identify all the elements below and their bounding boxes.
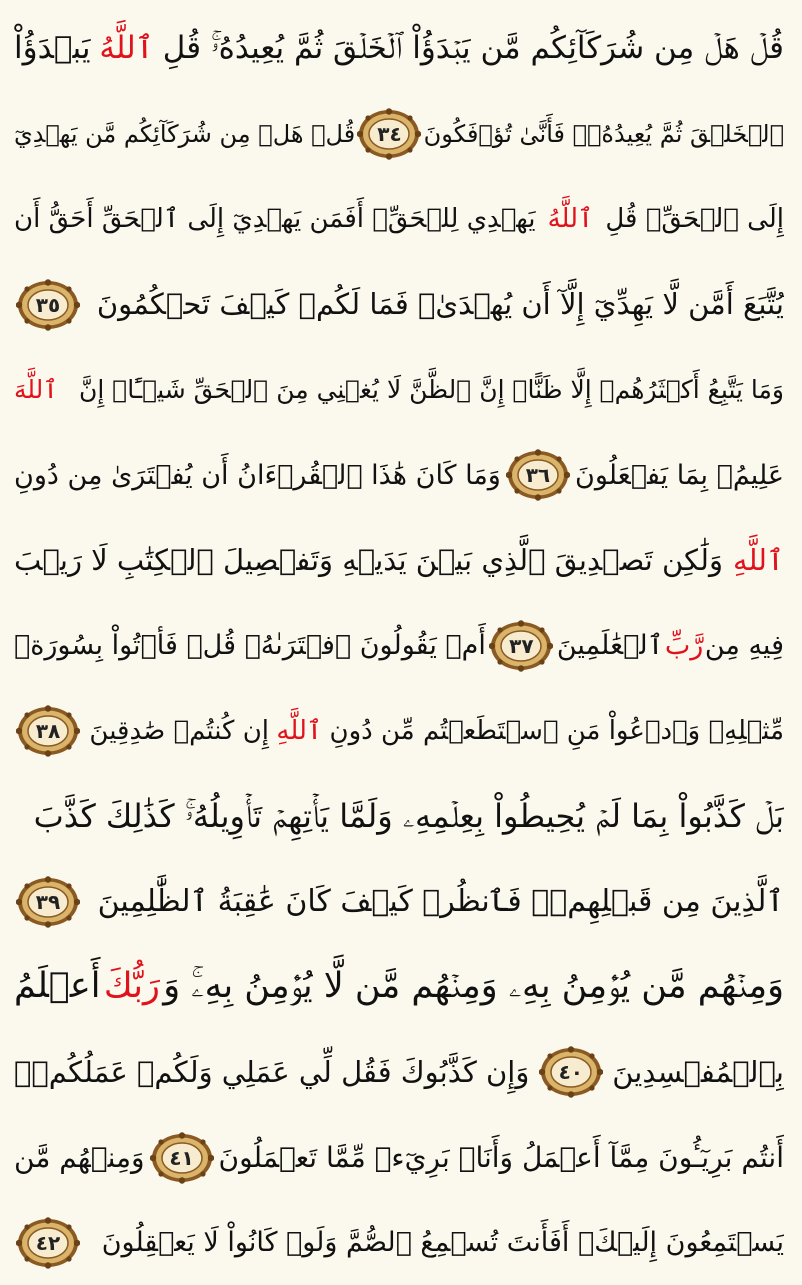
ayah-number-marker (489, 620, 553, 672)
verse-line (14, 603, 784, 688)
verse-text: مِّثۡلِهِۦ وَٱدۡعُواْ مَنِ ٱسۡتَطَعۡتُم مِّن دُونِ (329, 716, 784, 747)
verse-text: وَمَا كَانَ هَٰذَا ٱلۡقُرۡءَانُ أَن يُفۡتَرَىٰ مِن دُونِ (14, 459, 501, 491)
ayah-number-marker (506, 449, 570, 501)
verse-line (14, 859, 784, 944)
divine-name-text: ٱللَّهُ (99, 30, 154, 67)
ayah-number-marker (150, 1132, 214, 1184)
ayah-number-marker (16, 705, 80, 757)
ayah-number: ٣٧ (509, 633, 534, 658)
verse-text: إِن كُنتُمۡ صَٰدِقِينَ (89, 716, 270, 747)
verse-text: قُلۡ هَلۡ مِن شُرَكَآئِكُم مَّن يَبۡدَؤُاْ ٱلۡخَلۡقَ ثُمَّ يُعِيدُهُۥۚ قُلِ (162, 30, 784, 67)
verse-text: أَعۡلَمُ (14, 966, 101, 1007)
divine-name-text: رَبُّكَ (103, 966, 160, 1007)
verse-text: بَلۡ كَذَّبُواْ بِمَا لَمۡ يُحِيطُواْ بِعِلۡمِهِۦ وَلَمَّا يَأۡتِهِمۡ تَأۡوِيلُهُۥۚ كَذَٰلِكَ كَذَّبَ (33, 797, 784, 836)
verse-text: ٱلۡخَلۡقَ ثُمَّ يُعِيدُهُۥۖ فَأَنَّىٰ تُؤۡفَكُونَ (423, 119, 784, 148)
verse-text: وَمِنۡهُم مَّن (14, 1140, 145, 1174)
verse-text: ٱلۡعَٰلَمِينَ (556, 630, 664, 662)
verse-text: فِيهِ مِن (704, 630, 784, 662)
divine-name-text: ٱللَّهَ (14, 375, 58, 405)
ayah-number: ٣٤ (377, 121, 402, 146)
ayah-number: ٤٠ (558, 1060, 583, 1085)
ayah-number-marker (539, 1046, 603, 1098)
verse-line (14, 91, 784, 176)
ayah-number: ٣٥ (35, 292, 61, 317)
verse-text: يَهۡدِي لِلۡحَقِّۗ أَفَمَن يَهۡدِيٓ إِلَى ٱلۡحَقِّ أَحَقُّ أَن (14, 204, 536, 235)
ayah-number: ٣٨ (35, 719, 61, 744)
verse-line (14, 1115, 784, 1200)
ayah-number-marker (16, 279, 80, 331)
ayah-number: ٣٩ (35, 889, 61, 914)
verse-text: قُلۡ هَلۡ مِن شُرَكَآئِكُم مَّن يَهۡدِيٓ (14, 119, 356, 148)
ayah-number-marker (16, 1217, 80, 1269)
verse-text: يَسۡتَمِعُونَ إِلَيۡكَۚ أَفَأَنتَ تُسۡمِعُ ٱلصُّمَّ وَلَوۡ كَانُواْ لَا يَعۡقِلُونَ (101, 1227, 784, 1259)
verse-text: ٱلَّذِينَ مِن قَبۡلِهِمۡۖ فَٱنظُرۡ كَيۡفَ كَانَ عَٰقِبَةُ ٱلظَّٰلِمِينَ (97, 883, 784, 919)
verse-text: وَإِن كَذَّبُوكَ فَقُل لِّي عَمَلِي وَلَكُمۡ عَمَلُكُمۡۖ (14, 1054, 530, 1089)
verse-text: وَمِنۡهُم مَّن يُؤۡمِنُ بِهِۦ وَمِنۡهُم مَّن لَّا يُؤۡمِنُ بِهِۦۚ وَ (163, 966, 784, 1007)
verse-line (14, 518, 784, 603)
ayah-number: ٤٢ (35, 1230, 61, 1255)
verse-line (14, 177, 784, 262)
ayah-number: ٣٦ (525, 463, 551, 488)
ayah-number-marker (357, 108, 421, 160)
divine-name-text: رَّبِّ (664, 630, 704, 662)
ayah-number-marker (16, 876, 80, 928)
verse-text: أَمۡ يَقُولُونَ ٱفۡتَرَىٰهُۖ قُلۡ فَأۡتُواْ بِسُورَةٖ (14, 630, 486, 662)
divine-name-text: ٱللَّهِ (733, 542, 784, 577)
verse-text: وَمَا يَتَّبِعُ أَكۡثَرُهُمۡ إِلَّا ظَنًّاۚ إِنَّ ٱلظَّنَّ لَا يُغۡنِي مِنَ ٱلۡحَقِّ شَيۡـًٔاۚ إِنَّ (79, 375, 784, 405)
divine-name-text: ٱللَّهُ (547, 204, 594, 235)
verse-text: أَنتُم بَرِيٓـُٔونَ مِمَّآ أَعۡمَلُ وَأَنَا۠ بَرِيٓءٞ مِّمَّا تَعۡمَلُونَ (218, 1140, 784, 1174)
verse-line (14, 432, 784, 517)
verse-line (14, 1200, 784, 1285)
verse-line (14, 944, 784, 1029)
divine-name-text: ٱللَّهِ (276, 716, 323, 747)
verse-text: يَبۡدَؤُاْ (14, 30, 91, 67)
verse-text: عَلِيمُۢ بِمَا يَفۡعَلُونَ (575, 459, 784, 491)
verse-text: بِٱلۡمُفۡسِدِينَ (612, 1054, 784, 1089)
verse-text: يُتَّبَعَ أَمَّن لَّا يَهِدِّيٓ إِلَّآ أَن يُهۡدَىٰۖ فَمَا لَكُمۡ كَيۡفَ تَحۡكُمُونَ (96, 287, 784, 322)
verse-text: وَلَٰكِن تَصۡدِيقَ ٱلَّذِي بَيۡنَ يَدَيۡهِ وَتَفۡصِيلَ ٱلۡكِتَٰبِ لَا رَيۡبَ (14, 542, 723, 577)
verse-line (14, 774, 784, 859)
ayah-number: ٤١ (169, 1145, 194, 1170)
verse-line (14, 347, 784, 432)
verse-line (14, 688, 784, 773)
verse-line (14, 6, 784, 91)
verse-line (14, 1030, 784, 1115)
verse-line (14, 262, 784, 347)
verse-text: إِلَى ٱلۡحَقِّۚ قُلِ (605, 204, 784, 235)
